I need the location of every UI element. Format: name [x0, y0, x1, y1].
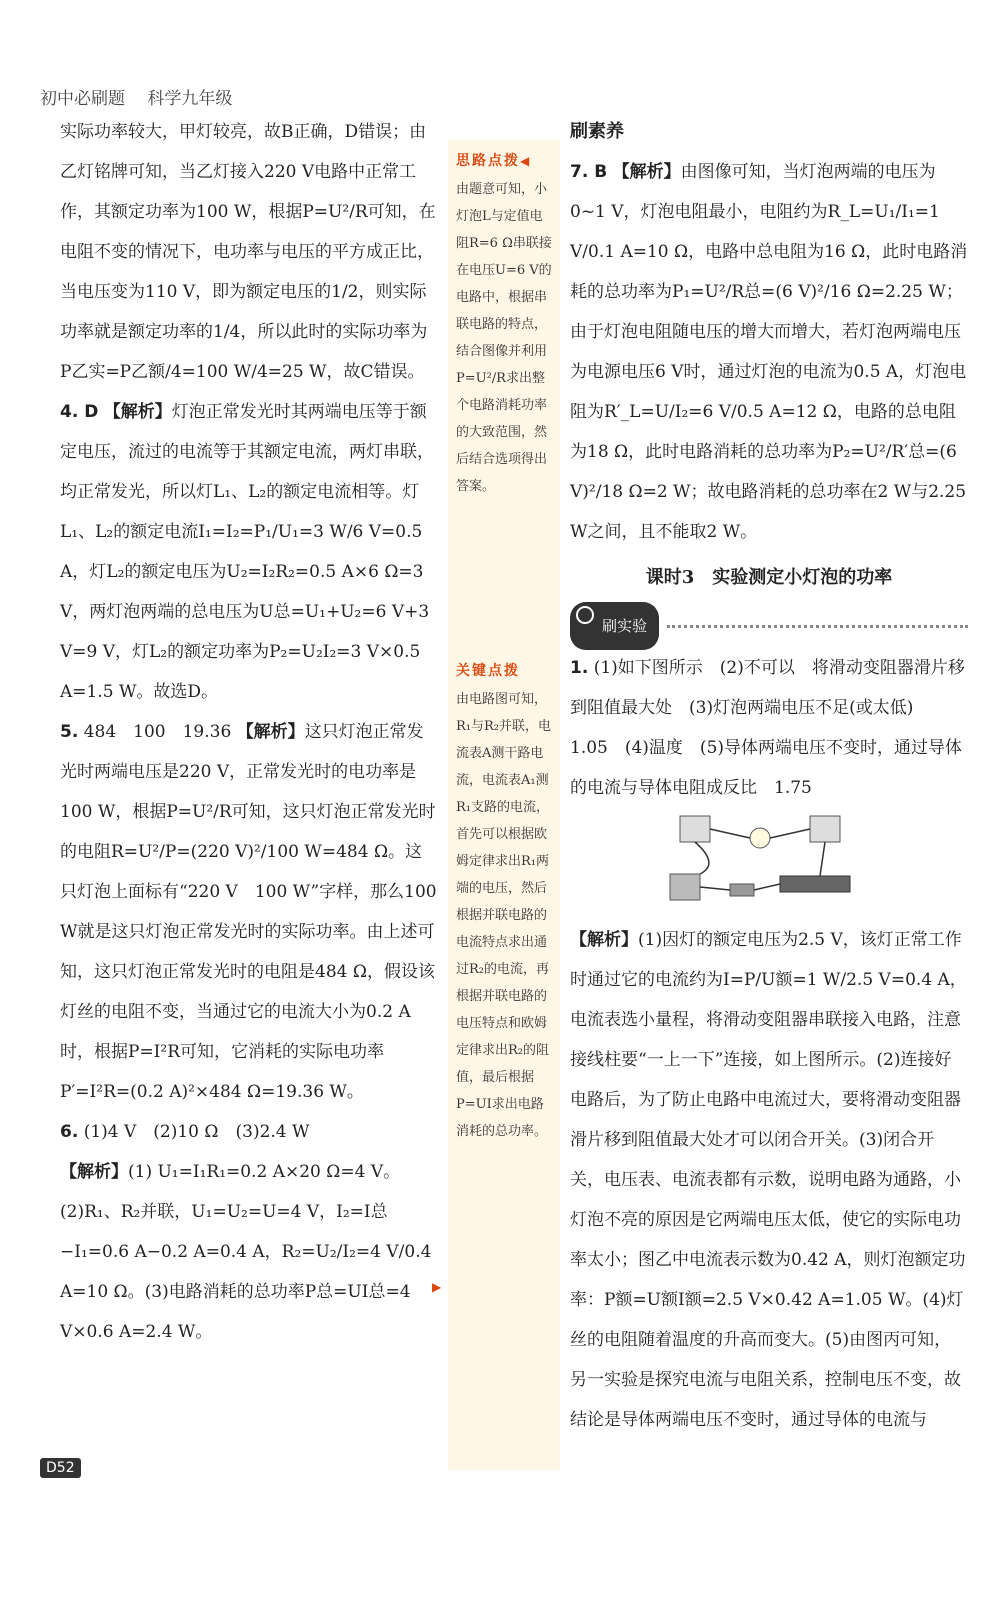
hint-title-1-text: 思路点拨: [456, 153, 520, 169]
experiment-badge-label: 刷实验: [602, 617, 648, 635]
question-6: [60, 1112, 438, 1352]
rheostat-icon: [780, 876, 850, 892]
q1-answer: (1)如下图所示 (2)不可以 将滑动变阻器滑片移到阻值最大处 (3)灯泡两端电压不足(或太低) 1.05 (4)温度 (5)导体两端电压不变时，通过导体的电流与导体电阻成反比 1.75: [570, 658, 965, 798]
q1-tag: 【解析】: [570, 930, 638, 950]
q7-number: 7. B: [570, 162, 608, 182]
q4-number: 4. D: [60, 402, 99, 422]
circuit-diagram: [660, 814, 860, 914]
q1-analysis: [570, 920, 968, 1440]
q4-text: 灯泡正常发光时其两端电压等于额定电压，流过的电流等于其额定电流，两灯串联，均正常发光，所以灯L₁、L₂的额定电流相等。灯L₁、L₂的额定电流I₁=I₂=P₁/U₁=3 W/6 V=0.5 A，灯L₂的额定电压为U₂=I₂R₂=0.5 A×6 Ω=3 V，两灯泡两端的总电压为U总=U₁+U₂=6 V+3 V=9 V，灯L₂的额定功率为P₂=U₂I₂=3 V×0.5 A=1.5 W。故选D。: [60, 402, 434, 702]
book-subject: 科学九年级: [147, 89, 233, 109]
q1-text: (1)因灯的额定电压为2.5 V，该灯正常工作时通过它的电流约为I=P/U额=1 W/2.5 V=0.4 A，电流表选小量程，将滑动变阻器串联接入电路，注意接线柱要“一上一下”连接，如上图所示。(2)连接好电路后，为了防止电路中电流过大，要将滑动变阻器滑片移到阻值最大处才可以闭合开关。(3)闭合开关，电压表、电流表都有示数，说明电路为通路，小灯泡不亮的原因是它两端电压太低，使它的实际电功率太小；图乙中电流表示数为0.42 A，则灯泡额定功率：P额=U额I额=2.5 V×0.42 A=1.05 W。(4)灯丝的电阻随着温度的升高而变大。(5)由图丙可知，另一实验是探究电流与电阻关系，控制电压不变，故结论是导体两端电压不变时，通过导体的电流与: [570, 930, 967, 1430]
question-5: [60, 712, 438, 1112]
bulb-icon: [750, 828, 770, 848]
left-column: [60, 112, 438, 1352]
hint-text-1: 由题意可知，小灯泡L与定值电阻R=6 Ω串联接在电压U=6 V的电路中，根据串联电路的特点，结合图像并利用P=U²/R求出整个电路消耗功率的大致范围，然后结合选项得出答案。: [456, 182, 552, 494]
voltmeter-icon: [810, 816, 840, 842]
q6-tag: 【解析】: [60, 1162, 128, 1182]
book-title: 初中必刷题: [40, 89, 125, 109]
hint-text-2: 由电路图可知，R₁与R₂并联，电流表A测干路电流，电流表A₁测R₁支路的电流，首先可以根据欧姆定律求出R₁两端的电压，然后根据并联电路的电流特点求出通过R₂的电流，再根据并联电路的电压特点和欧姆定律求出R₂的阻值，最后根据P=UI求出电路消耗的总功率。: [456, 692, 551, 1139]
battery-icon: [670, 874, 700, 900]
q5-tag: 【解析】: [236, 722, 305, 742]
q5-text: 这只灯泡正常发光时两端电压是220 V，正常发光时的电功率是100 W，根据P=U²/R可知，这只灯泡正常发光时的电阻R=U²/P=(220 V)²/100 W=484 Ω。这只灯泡上面标有“220 V 100 W”字样，那么100 W就是这只灯泡正常发光时的实际功率。由上述可知，这只灯泡正常发光时的电阻是484 Ω，假设该灯丝的电阻不变，当通过它的电流大小为0.2 A时，根据P=I²R可知，它消耗的实际电功率P′=I²R=(0.2 A)²×484 Ω=19.36 W。: [60, 722, 437, 1102]
hint-sidebar: [432, 140, 560, 1470]
switch-icon: [730, 884, 754, 896]
q7-tag: 【解析】: [612, 162, 681, 182]
q4-tag: 【解析】: [103, 402, 172, 422]
hint-title-1: [456, 150, 552, 170]
q1-number: 1.: [570, 658, 589, 678]
experiment-badge: [570, 602, 659, 650]
arrow-left-icon: ◀: [520, 154, 532, 168]
section-title: 刷素养: [570, 121, 624, 142]
question-4: [60, 392, 438, 712]
q3-continued: 实际功率较大，甲灯较亮，故B正确，D错误；由乙灯铭牌可知，当乙灯接入220 V电路中正常工作，其额定功率为100 W，根据P=U²/R可知，在电阻不变的情况下，电功率与电压的平方成正比，当电压变为110 V，即为额定电压的1/2，则实际功率就是额定功率的1/4，所以此时的实际功率为P乙实=P乙额/4=100 W/4=25 W，故C错误。: [60, 122, 436, 382]
q6-number: 6.: [60, 1122, 79, 1142]
q5-answer: 484 100 19.36: [83, 722, 232, 742]
lesson-title: 课时3 实验测定小灯泡的功率: [645, 567, 893, 588]
q5-number: 5.: [60, 722, 79, 742]
q7-text: 由图像可知，当灯泡两端的电压为0~1 V，灯泡电阻最小，电阻约为R_L=U₁/I₁=1 V/0.1 A=10 Ω，电路中总电阻为16 Ω，此时电路消耗的总功率为P₁=U²/R总=(6 V)²/16 Ω=2.25 W；由于灯泡电阻随电压的增大而增大，若灯泡两端电压为电源电压6 V时，通过灯泡的电流为0.5 A，灯泡电阻为R′_L=U/I₂=6 V/0.5 A=12 Ω，电路的总电阻为18 Ω，此时电路消耗的总功率为P₂=U²/R′总=(6 V)²/18 Ω=2 W；故电路消耗的总功率在2 W与2.25 W之间，且不能取2 W。: [570, 162, 968, 542]
page-header: [40, 84, 232, 109]
brush-icon: [576, 606, 594, 624]
ammeter-icon: [680, 816, 710, 842]
arrow-right-icon: ▶: [432, 1280, 442, 1294]
page-number: D52: [40, 1458, 81, 1478]
q6-answer: (1)4 V (2)10 Ω (3)2.4 W: [83, 1122, 310, 1142]
right-column: [570, 112, 968, 1440]
experiment-banner: [570, 604, 968, 648]
question-7: [570, 152, 968, 552]
q6-text: (1) U₁=I₁R₁=0.2 A×20 Ω=4 V。(2)R₁、R₂并联，U₁=U₂=U=4 V，I₂=I总−I₁=0.6 A−0.2 A=0.4 A，R₂=U₂/I₂=4 V/0.4 A=10 Ω。(3)电路消耗的总功率P总=UI总=4 V×0.6 A=2.4 W。: [60, 1162, 432, 1342]
dotted-divider: [667, 625, 968, 628]
hint-title-2: 关键点拨: [456, 663, 520, 679]
question-1: [570, 648, 968, 808]
